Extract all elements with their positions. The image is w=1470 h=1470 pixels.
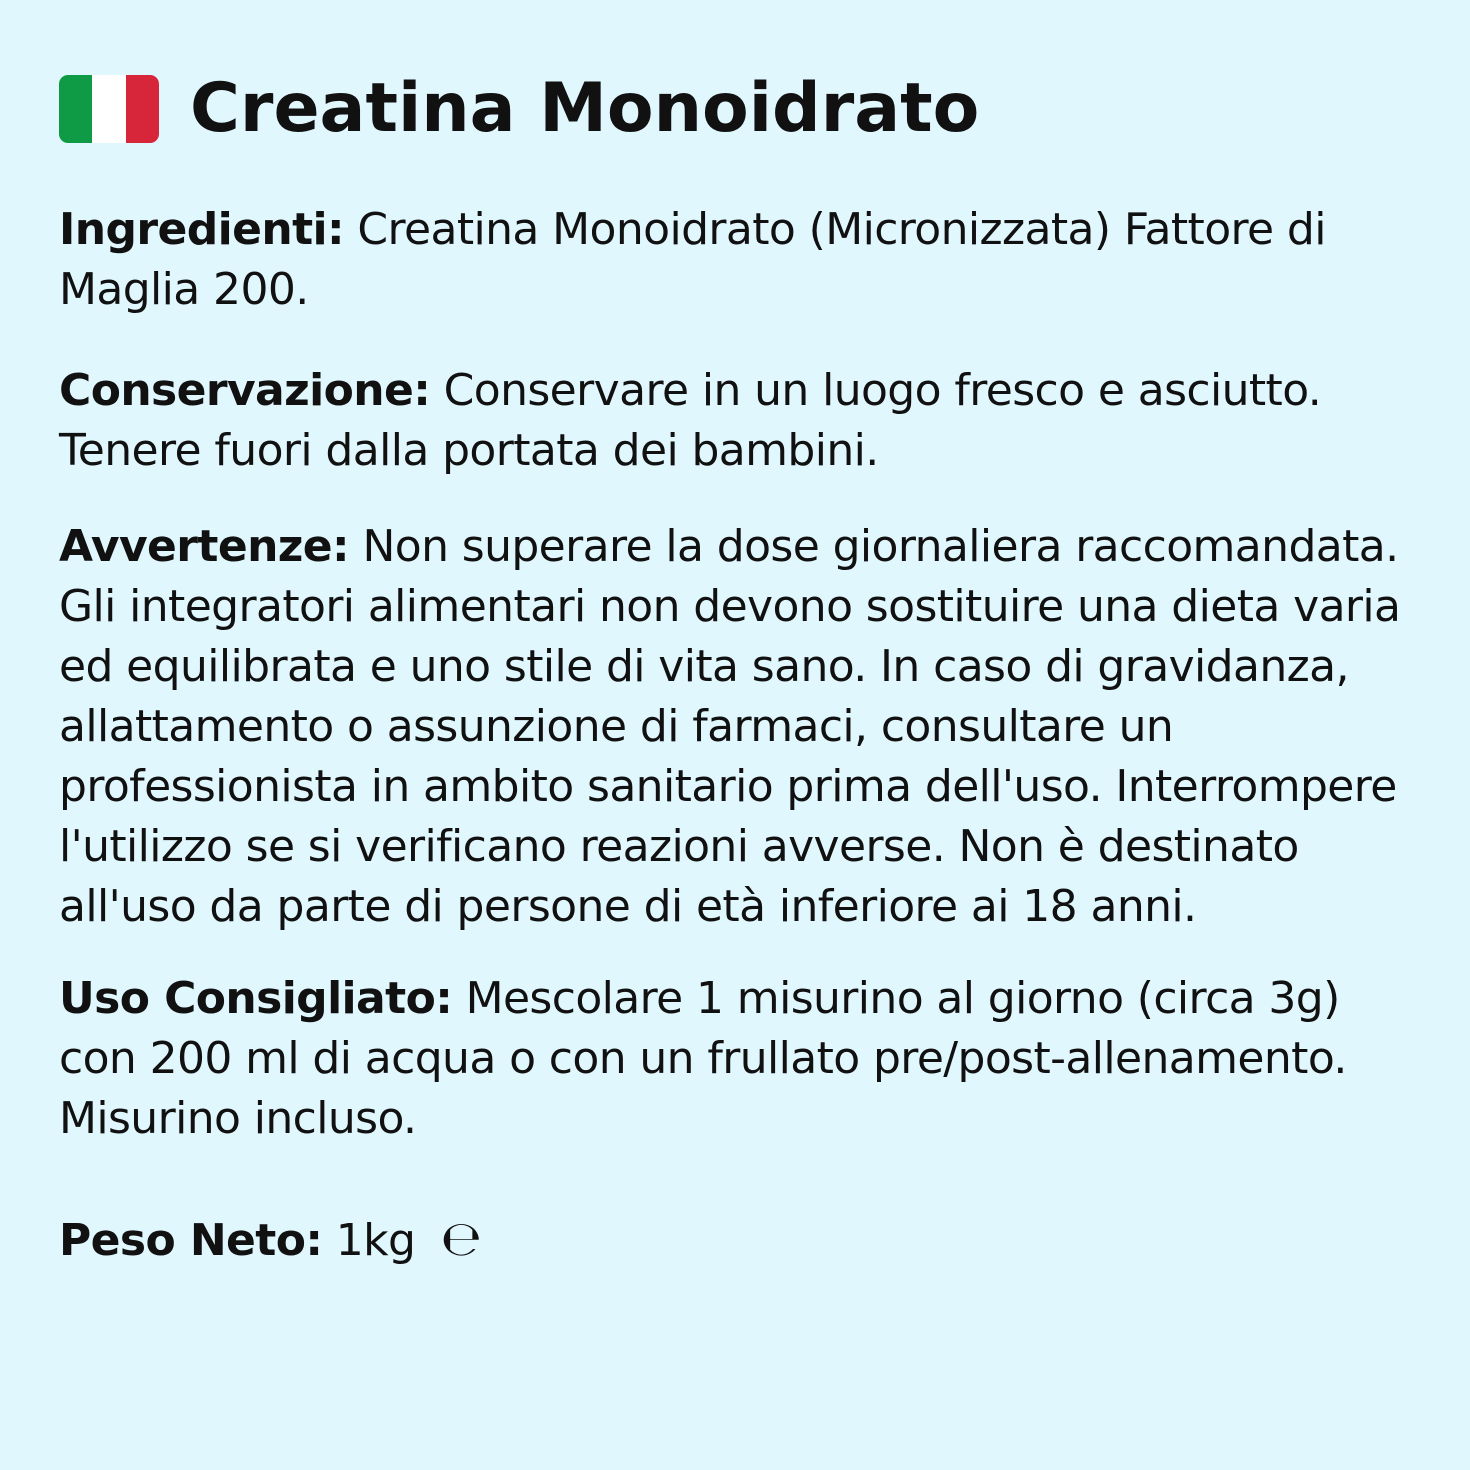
product-info — [59, 200, 1404, 1271]
conservazione-text: Conservare in un luogo fresco e asciutto. Tenere fuori dalla portata dei bambini. — [59, 365, 1322, 476]
peso-value: 1kg — [335, 1215, 416, 1266]
ingredienti-section — [59, 200, 1404, 320]
header — [59, 64, 979, 154]
flag-red-stripe — [126, 75, 159, 143]
avvertenze-section — [59, 517, 1404, 937]
avvertenze-text: Non superare la dose giornaliera raccomandata. Gli integratori alimentari non devono sostituire una dieta varia ed equilibrata e uno stile di vita sano. In caso di gravidanza, allattamento o assunzione di farmaci, consultare un professionista in ambito sanitario prima dell'uso. Interrompere l'utilizzo se si verificano reazioni avverse. Non è destinato all'uso da parte di persone di età inferiore ai 18 anni. — [59, 521, 1401, 932]
page-title: Creatina Monoidrato — [190, 69, 980, 148]
ingredienti-text: Creatina Monoidrato (Micronizzata) Fattore di Maglia 200. — [59, 204, 1326, 315]
peso-section — [59, 1209, 1404, 1271]
conservazione-section — [59, 361, 1404, 481]
flag-white-stripe — [92, 75, 125, 143]
avvertenze-label: Avvertenze: — [59, 521, 350, 572]
flag-green-stripe — [59, 75, 92, 143]
peso-label: Peso Neto: — [59, 1215, 323, 1266]
italy-flag-icon — [59, 75, 159, 143]
uso-consigliato-text: Mescolare 1 misurino al giorno (circa 3g) con 200 ml di acqua o con un frullato pre/post-allenamento. Misurino incluso. — [59, 973, 1347, 1144]
estimated-sign-icon: ℮ — [440, 1211, 482, 1267]
uso-consigliato-section — [59, 969, 1404, 1149]
conservazione-label: Conservazione: — [59, 365, 431, 416]
ingredienti-label: Ingredienti: — [59, 204, 344, 255]
uso-consigliato-label: Uso Consigliato: — [59, 973, 453, 1024]
